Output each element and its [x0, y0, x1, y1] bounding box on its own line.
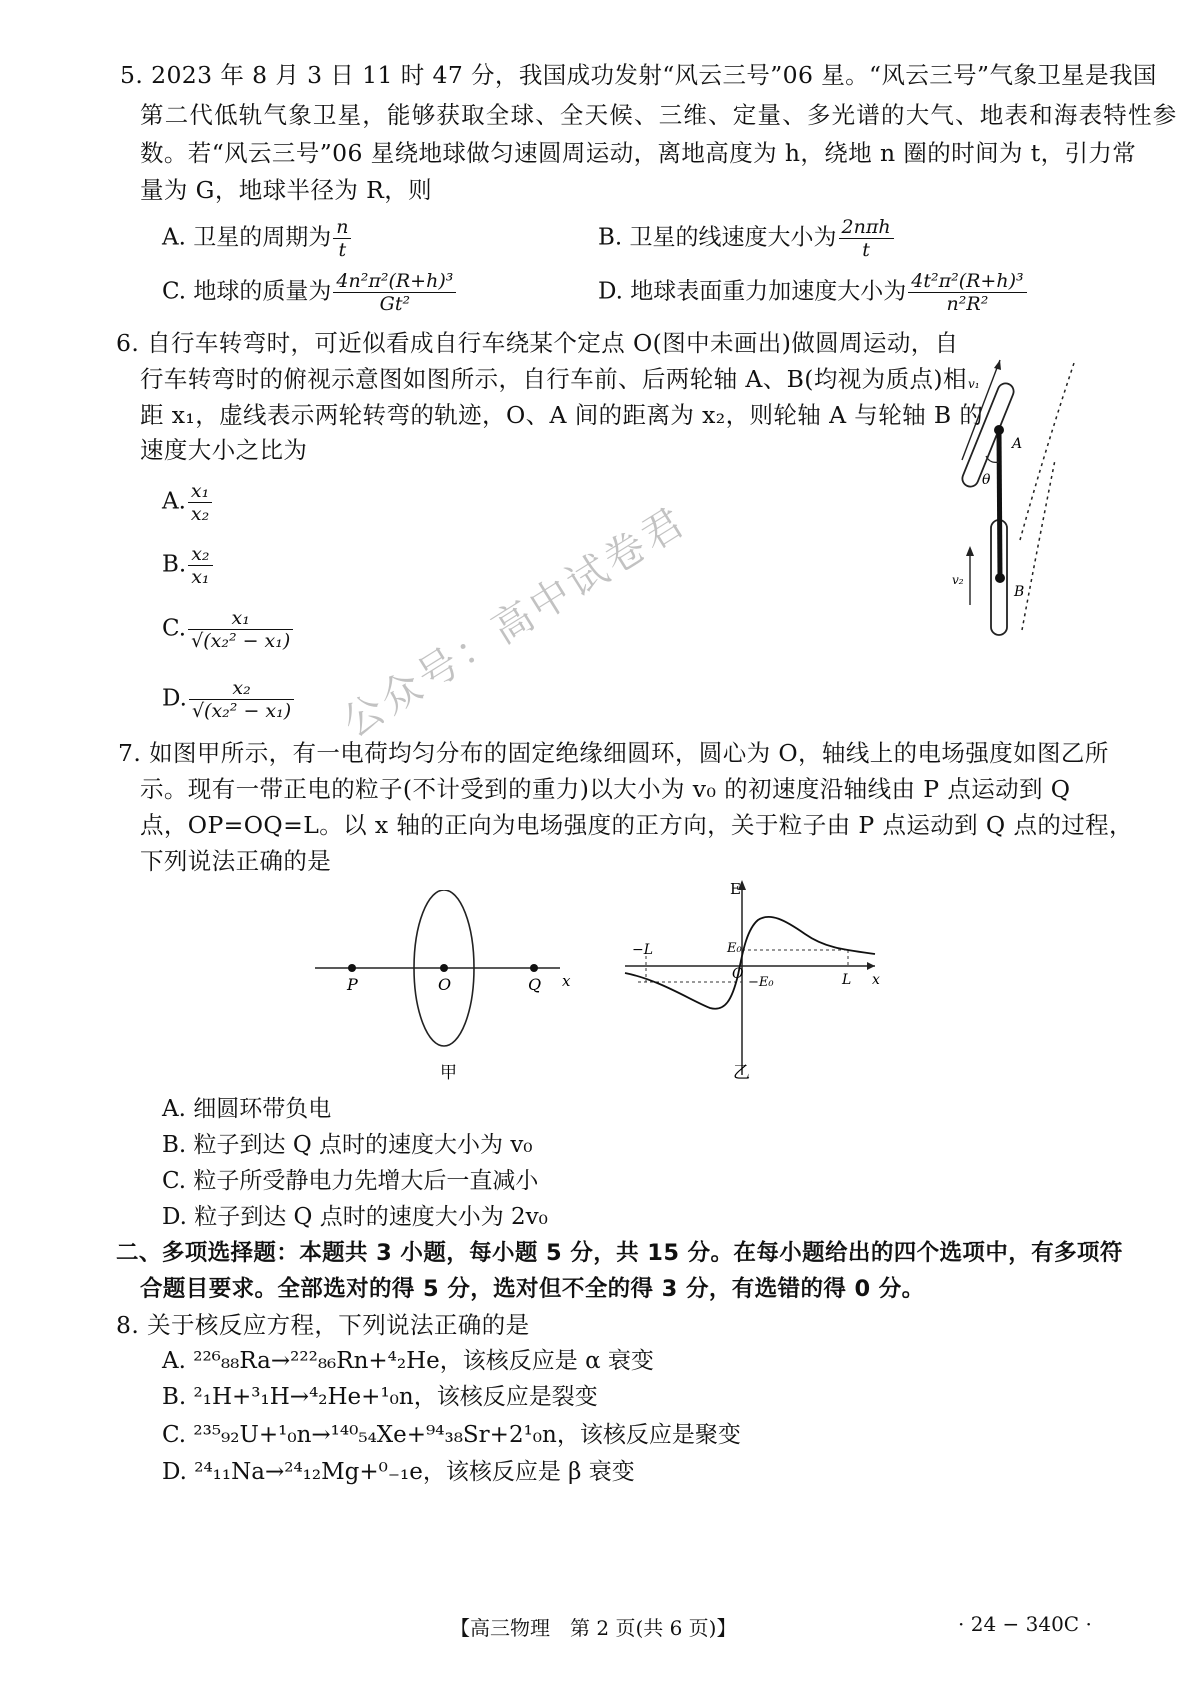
label-neg-l: −L: [632, 942, 654, 958]
q8-stem: 8. 关于核反应方程，下列说法正确的是: [116, 1311, 530, 1339]
label-origin: O: [732, 966, 744, 982]
q6-option-b: B. $\frac{\text{x₂}}{\text{x₁}}$: [162, 543, 215, 588]
footer-code: · 24 − 340C ·: [958, 1612, 1092, 1636]
v2-label: v₂: [952, 573, 964, 587]
label-l: L: [842, 972, 852, 988]
q5-option-a: A. 卫星的周期为 $\frac{n}{t}$: [162, 216, 353, 261]
bicycle-frame: [999, 430, 1000, 578]
label-x: x: [562, 972, 571, 990]
label-e0: E₀: [727, 941, 742, 956]
label-q: Q: [528, 975, 542, 994]
q5-line-2: 第二代低轨气象卫星，能够获取全球、全天候、三维、定量、多光谱的大气、地表和海表特性参: [140, 101, 1178, 129]
label-b: B: [1014, 584, 1025, 600]
v1-arrow: [962, 360, 1000, 460]
q6-line-1: 6. 自行车转弯时，可近似看成自行车绕某个定点 O(图中未画出)做圆周运动，自: [116, 329, 959, 357]
point-o: [440, 964, 448, 972]
axle-b: [995, 573, 1005, 583]
q8-option-c: C. ²³⁵₉₂U+¹₀n→¹⁴⁰₅₄Xe+⁹⁴₃₈Sr+2¹₀n，该核反应是聚变: [162, 1422, 741, 1448]
field-curve: [625, 917, 875, 1009]
v2-arrowhead: [966, 546, 974, 556]
q7-line-3: 点，OP=OQ=L。以 x 轴的正向为电场强度的正方向，关于粒子由 P 点运动到 Q 点的过程，: [140, 811, 1133, 839]
caption-yi: 乙: [733, 1063, 750, 1083]
section-2-line-1: 二、多项选择题：本题共 3 小题，每小题 5 分，共 15 分。在每小题给出的四个选项中，有多项符: [116, 1240, 1123, 1266]
theta-label: θ: [982, 472, 991, 488]
section-2-line-2: 合题目要求。全部选对的得 5 分，选对但不全的得 3 分，有选错的得 0 分。: [140, 1276, 925, 1302]
v1-label: v₁: [968, 377, 980, 391]
q6-line-2: 行车转弯时的俯视示意图如图所示，自行车前、后两轮轴 A、B(均视为质点)相: [140, 365, 967, 393]
watermark: 公众号：高中试卷君: [334, 497, 695, 747]
v1-arrowhead: [994, 360, 1001, 370]
label-o: O: [438, 975, 452, 994]
front-wheel-trajectory: [1020, 360, 1075, 540]
q6-option-d: D. $\frac{\text{x₂}}{\text{√(x₂² − x₁)}}$: [162, 677, 296, 722]
label-neg-e0: −E₀: [748, 975, 774, 990]
q5-option-b: B. 卫星的线速度大小为 $\frac{\text{2nπh}}{t}$: [598, 216, 896, 261]
q6-option-c: C. $\frac{\text{x₁}}{\text{√(x₂² − x₁)}}$: [162, 607, 295, 652]
label-a: A: [1012, 436, 1023, 452]
caption-jia: 甲: [440, 1063, 457, 1083]
q6-line-3: 距 x₁，虚线表示两轮转弯的轨迹，O、A 间的距离为 x₂，则轮轴 A 与轮轴 B 的: [140, 401, 984, 429]
q7-line-4: 下列说法正确的是: [140, 847, 332, 875]
q6-line-4: 速度大小之比为: [140, 436, 308, 464]
q5-line-4: 量为 G，地球半径为 R，则: [140, 176, 433, 204]
figure-ring-axis: [310, 890, 590, 1090]
q7-option-c: C. 粒子所受静电力先增大后一直减小: [162, 1168, 539, 1194]
point-p: [348, 964, 356, 972]
point-q: [530, 964, 538, 972]
label-p: P: [347, 975, 358, 994]
q7-option-d: D. 粒子到达 Q 点时的速度大小为 2v₀: [162, 1204, 548, 1230]
q7-line-2: 示。现有一带正电的粒子(不计受到的重力)以大小为 v₀ 的初速度沿轴线由 P 点运动到 Q: [140, 775, 1071, 803]
q5-option-d: D. 地球表面重力加速度大小为 $\frac{\text{4t²π²(R+h)³}}{\text{n²R²}}$: [598, 270, 1029, 315]
footer-page-info: 【高三物理 第 2 页(共 6 页)】: [450, 1616, 737, 1640]
label-e: E: [730, 880, 741, 898]
q7-option-b: B. 粒子到达 Q 点时的速度大小为 v₀: [162, 1132, 533, 1158]
q7-option-a: A. 细圆环带负电: [162, 1096, 332, 1122]
q8-option-d: D. ²⁴₁₁Na→²⁴₁₂Mg+⁰₋₁e，该核反应是 β 衰变: [162, 1459, 635, 1485]
q7-line-1: 7. 如图甲所示，有一电荷均匀分布的固定绝缘细圆环，圆心为 O，轴线上的电场强度如图乙所: [118, 739, 1109, 767]
q5-option-c: C. 地球的质量为 $\frac{\text{4n²π²(R+h)³}}{\text{Gt²}}$: [162, 270, 458, 315]
bicycle-figure: [950, 340, 1090, 650]
q5-line-1: 5. 2023 年 8 月 3 日 11 时 47 分，我国成功发射“风云三号”06 星。“风云三号”气象卫星是我国: [120, 61, 1157, 89]
label-graph-x: x: [872, 972, 880, 988]
q6-option-a: A. $\frac{\text{x₁}}{\text{x₂}}$: [162, 480, 214, 525]
axle-a: [994, 425, 1004, 435]
q8-option-b: B. ²₁H+³₁H→⁴₂He+¹₀n，该核反应是裂变: [162, 1384, 598, 1410]
rear-wheel-trajectory: [1022, 460, 1055, 630]
q8-option-a: A. ²²⁶₈₈Ra→²²²₈₆Rn+⁴₂He，该核反应是 α 衰变: [162, 1348, 654, 1374]
figure-field-graph: [620, 870, 900, 1090]
graph-x-arrowhead: [867, 962, 875, 970]
q5-line-3: 数。若“风云三号”06 星绕地球做匀速圆周运动，离地高度为 h，绕地 n 圈的时间为 t，引力常: [140, 139, 1137, 167]
